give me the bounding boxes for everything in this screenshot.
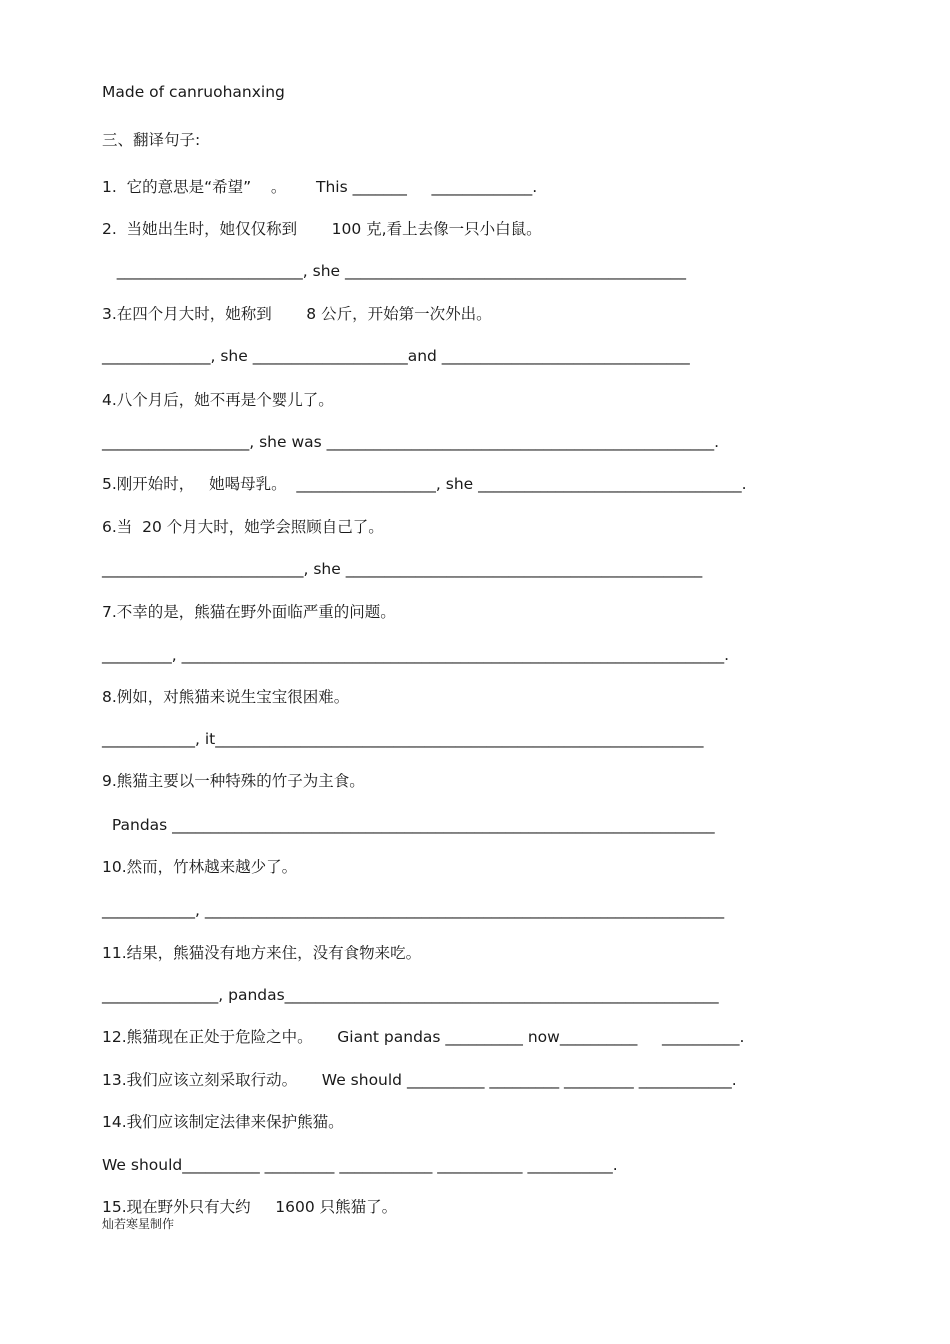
line-11: 11.结果，熊猫没有地方来住，没有食物来吃。 — [102, 944, 422, 962]
line-2: 2. 当她出生时，她仅仅称到 100 克,看上去像一只小白鼠。 — [102, 220, 542, 238]
answer-line-3: ______________, she ____________________and ________________________________ — [102, 347, 690, 365]
answer-line-6: __________________________, she ______________________________________________ — [102, 560, 703, 578]
line-7: 7.不幸的是，熊猫在野外面临严重的问题。 — [102, 603, 396, 621]
answer-line-9: Pandas ______________________________________________________________________ — [102, 816, 715, 834]
answer-line-14: We should__________ _________ ____________ ___________ ___________. — [102, 1156, 618, 1174]
line-13: 13.我们应该立刻采取行动。 We should __________ _________ _________ ____________. — [102, 1071, 737, 1089]
answer-line-8: ____________, it_______________________________________________________________ — [102, 730, 704, 748]
answer-line-10: ____________, ___________________________________________________________________ — [102, 901, 725, 919]
line-1: 1. 它的意思是“希望” 。 This _______ _____________. — [102, 178, 538, 196]
page-header: Made of canruohanxing — [102, 83, 285, 101]
answer-line-2: ________________________, she ____________________________________________ — [102, 262, 686, 280]
line-15: 15.现在野外只有大约 1600 只熊猫了。 — [102, 1198, 398, 1216]
line-6: 6.当 20 个月大时，她学会照顾自己了。 — [102, 518, 384, 536]
line-4: 4.八个月后，她不再是个婴儿了。 — [102, 391, 334, 409]
line-3: 3.在四个月大时，她称到 8 公斤，开始第一次外出。 — [102, 305, 492, 323]
answer-line-7: _________, ______________________________________________________________________. — [102, 646, 730, 664]
page-footer: 灿若寒星制作 — [102, 1217, 175, 1231]
line-8: 8.例如，对熊猫来说生宝宝很困难。 — [102, 688, 350, 706]
line-9: 9.熊猫主要以一种特殊的竹子为主食。 — [102, 772, 365, 790]
answer-line-4: ___________________, she was __________________________________________________. — [102, 433, 720, 451]
line-14: 14.我们应该制定法律来保护熊猫。 — [102, 1113, 344, 1131]
line-12: 12.熊猫现在正处于危险之中。 Giant pandas __________ now__________ __________. — [102, 1028, 745, 1046]
section-title: 三、翻译句子: — [102, 131, 201, 149]
line-10: 10.然而，竹林越来越少了。 — [102, 858, 298, 876]
answer-line-11: _______________, pandas________________________________________________________ — [102, 986, 719, 1004]
line-5: 5.刚开始时， 她喝母乳。 __________________, she __________________________________. — [102, 475, 747, 493]
